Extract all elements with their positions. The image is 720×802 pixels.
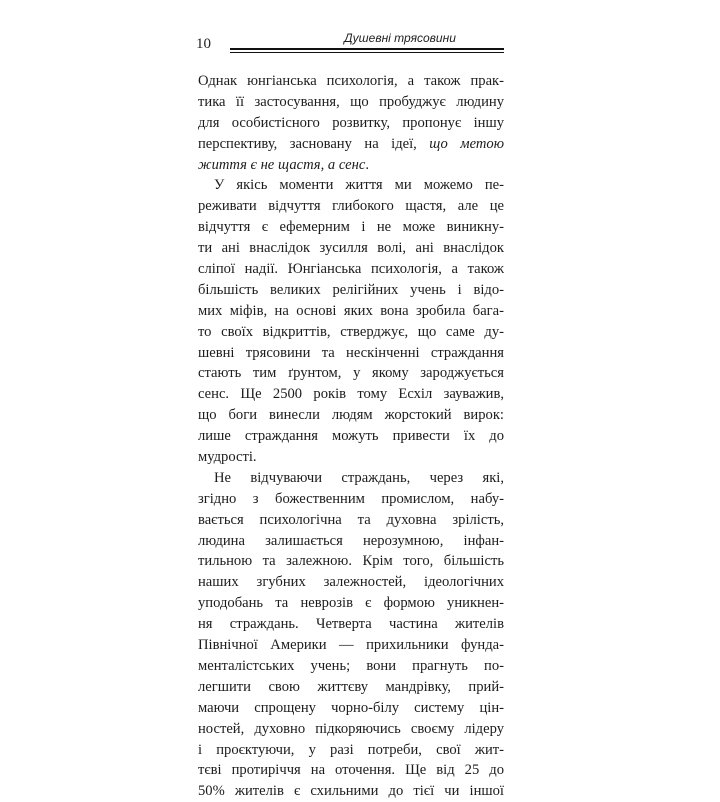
text-line (198, 656, 504, 677)
text-line (198, 468, 504, 489)
text-line (198, 196, 504, 217)
text-line (198, 698, 504, 719)
line-text: маючи спрощену чорно-білу систему цін- (198, 699, 504, 716)
text-line (198, 781, 504, 802)
text-line (198, 238, 504, 259)
line-text: ня страждань. Четверта частина жителів (198, 616, 504, 633)
paragraph (198, 468, 504, 802)
line-text: перспективу, засновану на ідеї, (198, 135, 430, 152)
text-line (198, 301, 504, 322)
line-text: мудрості. (198, 449, 257, 466)
line-trailing-text: . (365, 156, 369, 173)
text-line (198, 551, 504, 572)
text-line (198, 426, 504, 447)
line-text: сліпої надії. Юнгіанська психологія, а також (198, 261, 504, 278)
text-line (198, 447, 504, 468)
text-line (198, 280, 504, 301)
line-text: шевні трясовини та нескінченні страждання (198, 344, 504, 361)
text-line (198, 635, 504, 656)
text-line (198, 760, 504, 781)
text-line (198, 259, 504, 280)
line-italic-text: життя є не щастя, а сенс (198, 156, 366, 173)
text-line (198, 572, 504, 593)
line-text: 50% жителів є схильними до тієї чи іншої (198, 783, 504, 800)
text-line (198, 593, 504, 614)
body-text (198, 71, 504, 802)
text-line (198, 384, 504, 405)
running-title: Душевні трясовини (344, 31, 456, 45)
line-text: вається психологічна та духовна зрілість, (198, 511, 504, 528)
text-line (198, 175, 504, 196)
text-line (198, 405, 504, 426)
text-line (198, 363, 504, 384)
line-text: ти ані внаслідок зусилля волі, ані внаслідок (198, 240, 504, 257)
line-text: У якісь моменти життя ми можемо пе- (214, 177, 504, 194)
paragraph (198, 71, 504, 175)
text-line (198, 92, 504, 113)
line-text: наших згубних залежностей, ідеологічних (198, 574, 504, 591)
page-number: 10 (196, 36, 211, 52)
line-text: менталістських учень; вони прагнуть по- (198, 657, 504, 674)
line-text: ностей, духовно підкоряючись своєму лідеру (198, 720, 504, 737)
line-text: реживати відчуття глибокого щастя, але це (198, 198, 504, 215)
line-text: Однак юнгіанська психологія, а також прак- (198, 73, 504, 89)
line-text: уподобань та неврозів є формою уникнен- (198, 595, 504, 612)
line-text: сенс. Ще 2500 років тому Есхіл зауважив, (198, 386, 504, 403)
line-text: тильною та залежною. Крім того, більшість (198, 553, 504, 570)
paragraph (198, 175, 504, 467)
line-text: і проєктуючи, у разі потреби, свої жит- (198, 741, 504, 758)
text-line (198, 71, 504, 92)
line-text: Північної Америки — прихильники фунда- (198, 637, 504, 654)
text-line (198, 510, 504, 531)
text-line (198, 489, 504, 510)
line-text: Не відчуваючи страждань, через які, (214, 469, 504, 486)
line-text: то своїх відкриттів, стверджує, що саме ду- (198, 323, 504, 340)
text-line (198, 740, 504, 761)
line-text: стають тим ґрунтом, у якому зароджується (198, 365, 504, 382)
header-rule-thick (230, 48, 504, 50)
line-text: згідно з божественним промислом, набу- (198, 490, 504, 507)
line-text: лише страждання можуть привести їх до (198, 428, 504, 445)
line-text: відчуття є ефемерним і не може виникну- (198, 219, 504, 236)
text-line (198, 217, 504, 238)
line-text: легшити свою життєву мандрівку, прий- (198, 678, 504, 695)
line-text: тєві протиріччя на оточення. Ще від 25 до (198, 762, 504, 779)
line-italic-text: що метою (429, 135, 504, 152)
text-line (198, 677, 504, 698)
line-text: більшість великих релігійних учень і відо- (198, 281, 504, 298)
header-rule-thin (230, 52, 504, 53)
text-line (198, 134, 504, 155)
line-text: мих міфів, на основі яких вона зробила бага- (198, 302, 504, 319)
text-line (198, 322, 504, 343)
text-line (198, 614, 504, 635)
line-text: для особистісного розвитку, пропонує іншу (198, 114, 504, 131)
text-line (198, 531, 504, 552)
text-line (198, 113, 504, 134)
page-header (196, 26, 504, 52)
line-text: тика її застосування, що пробуджує людину (198, 93, 504, 110)
text-line (198, 155, 504, 176)
line-text: що боги винесли людям жорстокий вирок: (198, 407, 504, 424)
text-line (198, 343, 504, 364)
line-text: людина залишається нерозумною, інфан- (198, 532, 504, 549)
text-line (198, 719, 504, 740)
